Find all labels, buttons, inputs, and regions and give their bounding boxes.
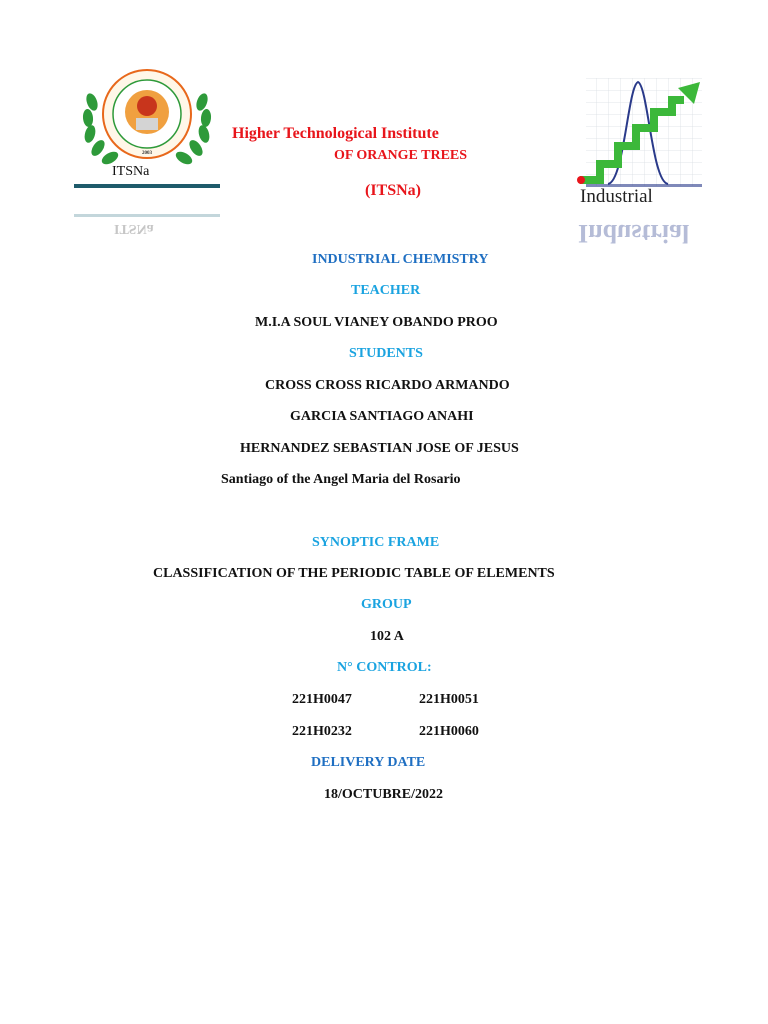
delivery-heading: DELIVERY DATE: [311, 755, 426, 770]
student-name: Santiago of the Angel Maria del Rosario: [221, 472, 461, 487]
control-number: 221H0232: [292, 724, 352, 739]
student-name: HERNANDEZ SEBASTIAN JOSE OF JESUS: [240, 441, 519, 456]
teacher-heading: TEACHER: [351, 283, 421, 298]
delivery-date: 18/OCTUBRE/2022: [324, 787, 444, 802]
industrial-logo: [572, 78, 712, 273]
group-value: 102 A: [370, 629, 404, 644]
subject-heading: INDUSTRIAL CHEMISTRY: [312, 252, 489, 267]
svg-text:2003: 2003: [142, 151, 152, 156]
itsna-logo-label: ITSNa: [112, 164, 150, 179]
institute-subtitle: OF ORANGE TREES: [334, 148, 468, 163]
industrial-logo-reflection: Industrial: [578, 219, 690, 248]
control-number: 221H0047: [292, 692, 352, 707]
institute-abbreviation: (ITSNa): [365, 182, 422, 199]
students-heading: STUDENTS: [349, 346, 423, 361]
work-title: CLASSIFICATION OF THE PERIODIC TABLE OF ELEMENTS: [153, 566, 555, 581]
institute-name: Higher Technological Institute: [232, 125, 439, 142]
group-heading: GROUP: [361, 597, 412, 612]
control-heading: N° CONTROL:: [337, 660, 432, 675]
industrial-logo-label: Industrial: [580, 186, 653, 207]
student-name: CROSS CROSS RICARDO ARMANDO: [265, 378, 510, 393]
teacher-name: M.I.A SOUL VIANEY OBANDO PROO: [255, 315, 498, 330]
control-number: 221H0051: [419, 692, 479, 707]
student-name: GARCIA SANTIAGO ANAHI: [290, 409, 474, 424]
work-type-heading: SYNOPTIC FRAME: [312, 535, 440, 550]
itsna-logo-reflection: ITSNa: [114, 221, 154, 236]
control-number: 221H0060: [419, 724, 479, 739]
itsna-logo: [74, 62, 220, 252]
